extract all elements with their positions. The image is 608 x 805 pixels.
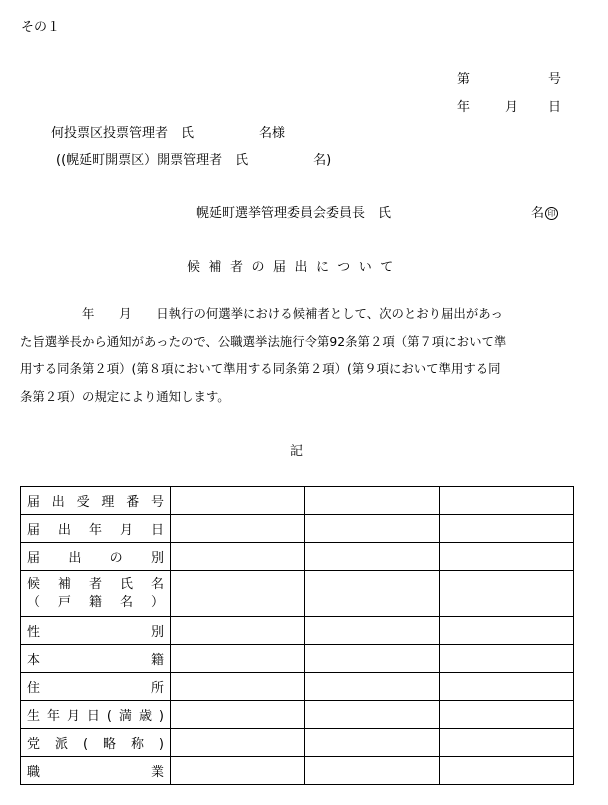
table-cell bbox=[439, 515, 573, 543]
date-year: 年 bbox=[457, 100, 471, 115]
table-row bbox=[21, 757, 574, 785]
table-cell bbox=[305, 673, 439, 701]
number-suffix: 号 bbox=[548, 72, 562, 87]
document-title: 候補者の届出について bbox=[187, 260, 402, 275]
table-cell bbox=[305, 571, 439, 617]
table-cell bbox=[305, 757, 439, 785]
table-row bbox=[21, 515, 574, 543]
row-label: 届出受理番号 bbox=[21, 487, 171, 515]
table-cell bbox=[171, 617, 305, 645]
table-cell bbox=[305, 617, 439, 645]
row-label: 職業 bbox=[21, 757, 171, 785]
table-cell bbox=[171, 673, 305, 701]
table-cell bbox=[171, 487, 305, 515]
table-cell bbox=[171, 729, 305, 757]
seal-prefix: 名 bbox=[531, 206, 545, 221]
body-line: 年 月 日執行の何選挙における候補者として、次のとおり届出があっ bbox=[20, 306, 503, 321]
body-line: た旨選挙長から通知があったので、公職選挙法施行令第92条第２項（第７項において準 bbox=[20, 333, 507, 349]
row-label: 生年月日(満歳) bbox=[21, 701, 171, 729]
row-label: 性別 bbox=[21, 617, 171, 645]
table-cell bbox=[171, 645, 305, 673]
table-row bbox=[21, 729, 574, 757]
table-row bbox=[21, 645, 574, 673]
document-label: その１ bbox=[21, 20, 61, 35]
table-cell bbox=[439, 617, 573, 645]
table-cell bbox=[439, 645, 573, 673]
number-prefix: 第 bbox=[457, 72, 471, 87]
table-cell bbox=[439, 543, 573, 571]
table-cell bbox=[439, 729, 573, 757]
table-cell bbox=[171, 571, 305, 617]
table-cell bbox=[439, 757, 573, 785]
table-cell bbox=[439, 487, 573, 515]
table-row bbox=[21, 701, 574, 729]
sender-name: 幌延町選挙管理委員会委員長 氏 bbox=[196, 206, 392, 221]
table-cell bbox=[171, 543, 305, 571]
table-cell bbox=[305, 729, 439, 757]
table-cell bbox=[305, 487, 439, 515]
table-cell bbox=[171, 701, 305, 729]
sender-seal bbox=[531, 202, 558, 221]
table-cell bbox=[305, 515, 439, 543]
table-cell bbox=[171, 515, 305, 543]
body-text bbox=[20, 300, 590, 410]
table-cell bbox=[305, 543, 439, 571]
candidate-table bbox=[20, 486, 574, 785]
recipient-line-1: 何投票区投票管理者 氏 名様 bbox=[51, 126, 286, 141]
row-label: 届出の別 bbox=[21, 543, 171, 571]
row-label: 本籍 bbox=[21, 645, 171, 673]
table-cell bbox=[171, 757, 305, 785]
row-label: 住所 bbox=[21, 673, 171, 701]
table-cell bbox=[305, 645, 439, 673]
row-label: 届出年月日 bbox=[21, 515, 171, 543]
seal-icon: 印 bbox=[545, 207, 558, 220]
table-row bbox=[21, 617, 574, 645]
table-row bbox=[21, 571, 574, 617]
recipient-line-2: ((幌延町開票区）開票管理者 氏 名) bbox=[56, 153, 332, 168]
table-cell bbox=[439, 571, 573, 617]
ki-heading: 記 bbox=[290, 444, 304, 459]
date-month: 月 bbox=[505, 100, 519, 115]
table-row bbox=[21, 487, 574, 515]
table-cell bbox=[305, 701, 439, 729]
date-day: 日 bbox=[548, 100, 562, 115]
table-row bbox=[21, 543, 574, 571]
row-label: 党派(略称) bbox=[21, 729, 171, 757]
row-label-line: 候補者氏名 bbox=[27, 576, 164, 592]
table-cell bbox=[439, 701, 573, 729]
row-label bbox=[21, 571, 171, 617]
body-line: 用する同条第２項）(第８項において準用する同条第２項）(第９項において準用する同 bbox=[20, 361, 501, 376]
body-line: 条第２項）の規定により通知します。 bbox=[20, 388, 230, 404]
table-cell bbox=[439, 673, 573, 701]
row-label-line: （戸籍名） bbox=[27, 594, 164, 610]
table-row bbox=[21, 673, 574, 701]
